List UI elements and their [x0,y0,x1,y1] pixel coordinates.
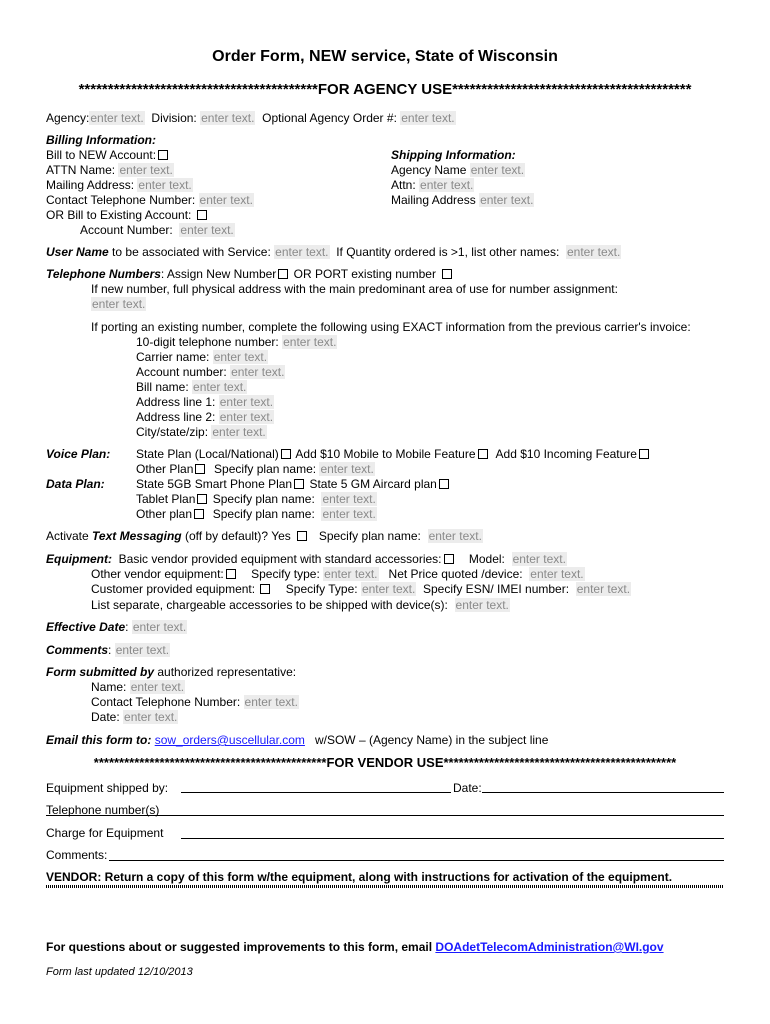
customer-equipment-label: Customer provided equipment: [91,582,256,596]
net-price-label: Net Price quoted /device: [388,567,523,581]
shipping-heading: Shipping Information: [391,148,516,162]
text-specify-label: Specify plan name: [318,529,421,543]
telephone-row [46,267,454,281]
shipping-mailing-row [391,193,534,207]
submitter-contact-label: Contact Telephone Number: [91,695,241,709]
shipped-by-label: Equipment shipped by: [46,781,169,795]
attn-field[interactable]: enter text. [119,163,173,177]
city-state-zip-field[interactable]: enter text. [212,425,266,439]
accessories-label: List separate, chargeable accessories to be shipped with device(s): [91,598,448,612]
other-equipment-checkbox[interactable] [226,569,236,579]
text-messaging-label: Text Messaging [92,529,182,543]
basic-equipment-checkbox[interactable] [444,554,454,564]
bill-to-new-label: Bill to NEW Account: [46,148,157,162]
agency-row [46,111,456,125]
bill-existing-checkbox[interactable] [197,210,207,220]
data-other-row [136,507,377,521]
division-field[interactable]: enter text. [201,111,255,125]
vendor-use-banner: **********************************************FOR VENDOR USE********************************************** [93,756,677,770]
vendor-telephone-label: Telephone number(s) [46,803,160,817]
charge-label: Charge for Equipment [46,826,164,840]
email-suffix: w/SOW – (Agency Name) in the subject line [314,733,549,747]
shipping-attn-label: Attn: [391,178,416,192]
questions-text: For questions about or suggested improvements to this form, email [46,940,433,954]
shipping-mailing-field[interactable]: enter text. [480,193,534,207]
port-phone-label: 10-digit telephone number: [136,335,279,349]
specify-type-field[interactable]: enter text. [324,567,378,581]
other-equipment-row [91,567,585,581]
submitter-date-field[interactable]: enter text. [124,710,178,724]
effective-date-label: Effective Date [46,620,126,634]
address-line1-row [136,395,274,409]
carrier-name-label: Carrier name: [136,350,210,364]
accessories-row [91,598,510,612]
comments-field[interactable]: enter text. [115,643,170,657]
customer-equipment-row [91,582,631,596]
telephone-label: Telephone Numbers [46,267,161,281]
submitter-name-field[interactable]: enter text. [130,680,185,694]
account-number-label: Account Number: [80,223,173,237]
bill-to-new-row [46,148,170,162]
return-note: VENDOR: Return a copy of this form w/the equipment, along with instructions for activation of the equipment. [46,870,673,884]
text-messaging-pre: Activate [46,529,93,543]
submitted-text: authorized representative: [154,665,297,679]
state-plan-label: State Plan (Local/National) [136,447,279,461]
shipping-agency-label: Agency Name [391,163,467,177]
submitter-name-label: Name: [91,680,127,694]
user-name-field[interactable]: enter text. [275,245,329,259]
dotted-separator [46,885,724,888]
esn-label: Specify ESN/ IMEI number: [423,582,570,596]
address-line2-field[interactable]: enter text. [219,410,274,424]
specify-type2-field[interactable]: enter text. [361,582,416,596]
incoming-feature-label: Add $10 Incoming Feature [495,447,637,461]
optional-order-field[interactable]: enter text. [401,111,455,125]
agency-label: Agency: [46,111,90,125]
shipping-mailing-label: Mailing Address [391,193,476,207]
bill-name-field[interactable]: enter text. [193,380,247,394]
city-state-zip-label: City/state/zip: [136,425,209,439]
text-messaging-post: (off by default)? Yes [181,529,291,543]
text-messaging-checkbox[interactable] [297,531,307,541]
port-phone-field[interactable]: enter text. [283,335,337,349]
vendor-telephone-line[interactable] [166,815,724,816]
user-name-row [46,245,621,259]
shipping-agency-row [391,163,525,177]
submitted-label: Form submitted by [46,665,155,679]
esn-field[interactable]: enter text. [576,582,631,596]
voice-plan-row [136,447,651,461]
account-number-field[interactable]: enter text. [180,223,234,237]
accessories-field[interactable]: enter text. [455,598,509,612]
tablet-row [136,492,377,506]
bill-existing-row [46,208,209,222]
shipping-agency-field[interactable]: enter text. [470,163,525,177]
submitter-contact-row [91,695,299,709]
vendor-telephone-label-underline [46,815,166,816]
tablet-specify-label: Specify plan name: [212,492,315,506]
bill-name-label: Bill name: [136,380,189,394]
qty-label: If Quantity ordered is >1, list other names: [336,245,560,259]
data-other-label: Other plan [136,507,193,521]
vendor-comments-line[interactable] [109,860,724,861]
porting-note: If porting an existing number, complete the following using EXACT information from the previous carrier's invoice: [91,320,691,334]
vendor-comments-label: Comments: [46,848,108,862]
page-title: Order Form, NEW service, State of Wisconsin [212,48,558,65]
submitter-date-label: Date: [91,710,120,724]
comments-label: Comments [46,643,109,657]
voice-specify-field[interactable]: enter text. [320,462,374,476]
smart-plan-label: State 5GB Smart Phone Plan [136,477,293,491]
account-number-row [80,223,235,237]
vendor-date-label: Date: [453,781,482,795]
new-number-address-field[interactable]: enter text. [92,297,146,311]
model-field[interactable]: enter text. [512,552,566,566]
charge-line[interactable] [181,838,724,839]
data-other-checkbox[interactable] [194,509,204,519]
voice-other-label: Other Plan [136,462,194,476]
division-label: Division: [151,111,197,125]
questions-row [46,940,664,954]
bill-existing-label: OR Bill to Existing Account: [46,208,192,222]
assign-new-checkbox[interactable] [278,269,288,279]
address-line2-row [136,410,274,424]
comments-row: Comments: enter text. [46,643,170,657]
effective-date-row: Effective Date: enter text. [46,620,187,634]
bill-name-row [136,380,247,394]
carrier-name-row [136,350,268,364]
billing-mailing-row [46,178,193,192]
tablet-checkbox[interactable] [197,494,207,504]
shipping-attn-field[interactable]: enter text. [420,178,474,192]
port-checkbox[interactable] [442,269,452,279]
specify-type2-label: Specify Type: [285,582,358,596]
user-name-text: to be associated with Service: [112,245,271,259]
text-messaging-row [46,529,483,543]
specify-type-label: Specify type: [251,567,320,581]
aircard-label: State 5 GM Aircard plan [309,477,437,491]
email-link[interactable]: sow_orders@uscellular.com [154,733,305,747]
port-phone-row [136,335,337,349]
tablet-specify-field[interactable]: enter text. [322,492,376,506]
text-specify-field[interactable]: enter text. [428,529,482,543]
equipment-basic-row [46,552,567,566]
billing-contact-row [46,193,254,207]
carrier-name-field[interactable]: enter text. [213,350,268,364]
shipped-by-line[interactable] [181,792,451,793]
voice-other-checkbox[interactable] [195,464,205,474]
questions-email-link[interactable]: DOAdetTelecomAdministration@WI.gov [435,940,664,954]
mobile-feature-label: Add $10 Mobile to Mobile Feature [295,447,476,461]
smart-plan-checkbox[interactable] [294,479,304,489]
net-price-field[interactable]: enter text. [530,567,584,581]
voice-specify-label: Specify plan name: [214,462,317,476]
assign-new-label: : Assign New Number [160,267,277,281]
model-label: Model: [468,552,505,566]
agency-use-banner: *****************************************FOR AGENCY USE***************************************** [78,83,692,97]
shipping-attn-row [391,178,474,192]
billing-mailing-label: Mailing Address: [46,178,135,192]
port-account-label: Account number: [136,365,227,379]
effective-date-field[interactable]: enter text. [132,620,187,634]
billing-contact-field[interactable]: enter text. [199,193,253,207]
data-specify-field[interactable]: enter text. [322,507,376,521]
aircard-checkbox[interactable] [439,479,449,489]
equipment-label: Equipment: [46,552,112,566]
other-equipment-label: Other vendor equipment: [91,567,224,581]
incoming-feature-checkbox[interactable] [639,449,649,459]
new-number-note: If new number, full physical address with the main predominant area of use for number assignment: [91,282,618,296]
address-line2-label: Address line 2: [136,410,216,424]
bill-to-new-checkbox[interactable] [158,150,168,160]
optional-order-label: Optional Agency Order #: [262,111,397,125]
basic-equipment-label: Basic vendor provided equipment with standard accessories: [118,552,442,566]
agency-field[interactable]: enter text. [90,111,144,125]
attn-label: ATTN Name: [46,163,116,177]
address-line1-label: Address line 1: [136,395,216,409]
submitter-date-row [91,710,178,724]
mobile-feature-checkbox[interactable] [478,449,488,459]
data-specify-label: Specify plan name: [212,507,315,521]
user-name-label: User Name [46,245,109,259]
billing-contact-label: Contact Telephone Number: [46,193,196,207]
email-label: Email this form to: [46,733,152,747]
state-plan-checkbox[interactable] [281,449,291,459]
other-names-field[interactable]: enter text. [566,245,621,259]
port-account-field[interactable]: enter text. [231,365,285,379]
address-line1-field[interactable]: enter text. [219,395,274,409]
submitter-name-row [91,680,185,694]
tablet-label: Tablet Plan [136,492,196,506]
voice-plan-label: Voice Plan: [46,447,111,461]
billing-heading: Billing Information: [46,133,156,147]
customer-equipment-checkbox[interactable] [260,584,270,594]
billing-mailing-field[interactable]: enter text. [138,178,192,192]
vendor-date-line[interactable] [482,792,724,793]
port-label: OR PORT existing number [293,267,436,281]
form-updated: Form last updated 12/10/2013 [46,966,193,978]
data-plan-row [136,477,451,491]
voice-other-row [136,462,375,476]
city-state-zip-row [136,425,267,439]
submitter-contact-field[interactable]: enter text. [244,695,298,709]
email-row [46,733,548,747]
port-account-row [136,365,285,379]
submitted-row [46,665,296,679]
attn-row [46,163,174,177]
new-number-address-row [91,297,146,311]
data-plan-label: Data Plan: [46,477,105,491]
